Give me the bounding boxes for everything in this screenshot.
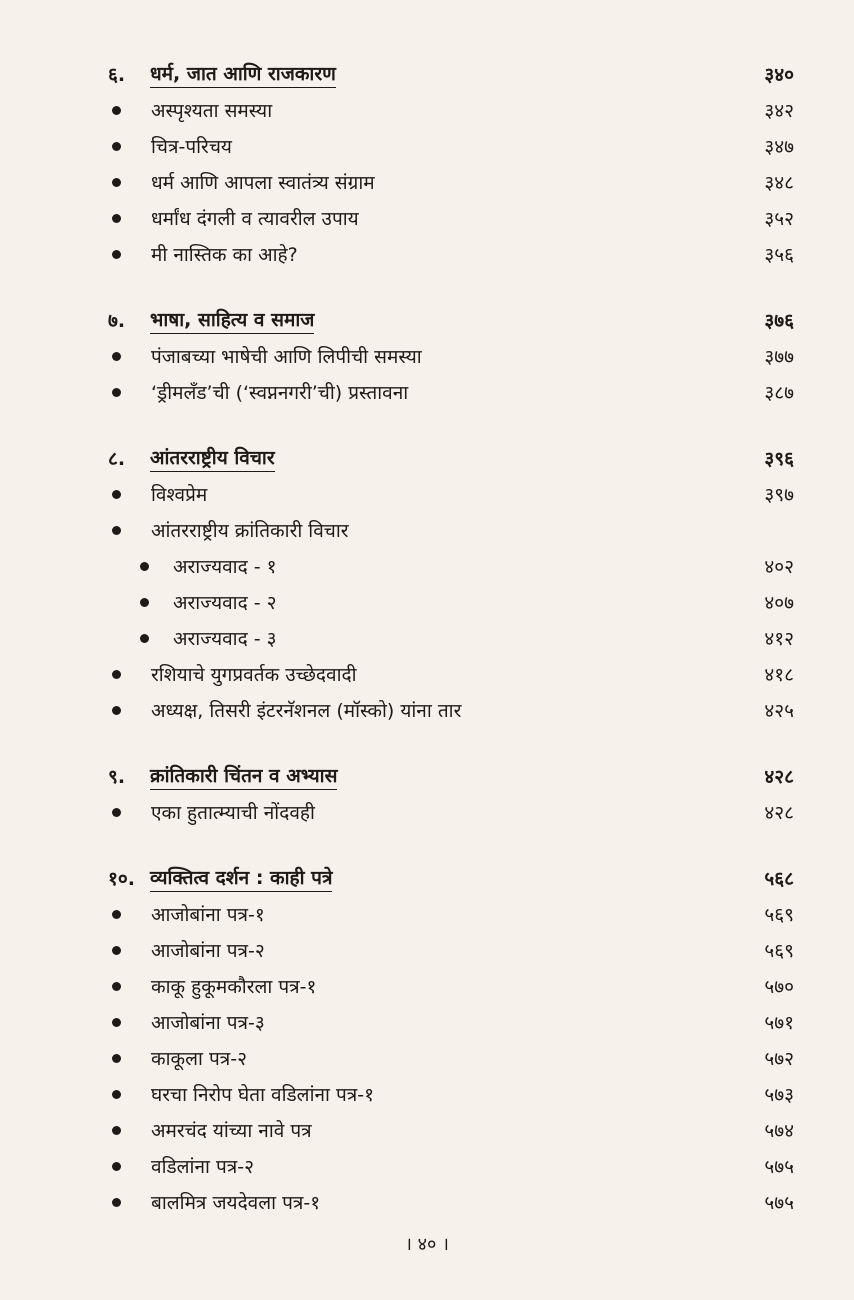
item-page-number: ५६९ — [764, 904, 794, 926]
item-label: अराज्यवाद - २ — [173, 592, 277, 614]
list-item — [108, 932, 794, 968]
list-item — [108, 476, 794, 512]
section-heading — [108, 440, 794, 476]
item-label: अमरचंद यांच्या नावे पत्र — [151, 1120, 312, 1142]
section-heading — [108, 860, 794, 896]
bullet-icon — [112, 1054, 121, 1063]
bullet-icon — [140, 634, 149, 643]
list-item — [108, 656, 794, 692]
section-title: भाषा, साहित्य व समाज — [150, 306, 314, 334]
page-footer-number: । ४० । — [405, 1234, 449, 1255]
item-label: काकूला पत्र-२ — [151, 1048, 247, 1070]
list-item — [108, 1148, 794, 1184]
list-item — [108, 692, 794, 728]
item-label: अराज्यवाद - ३ — [173, 628, 277, 650]
section-page-number: ३९६ — [764, 448, 794, 470]
item-label: एका हुतात्म्याची नोंदवही — [151, 802, 315, 824]
bullet-icon — [112, 388, 121, 397]
item-label: काकू हुकूमकौरला पत्र-१ — [151, 976, 317, 998]
item-label: बालमित्र जयदेवला पत्र-१ — [151, 1192, 321, 1214]
item-page-number: ३५६ — [764, 244, 794, 266]
item-label: धर्म आणि आपला स्वातंत्र्य संग्राम — [151, 172, 375, 194]
bullet-icon — [112, 1126, 121, 1135]
table-of-contents — [108, 56, 794, 1250]
list-item — [108, 1184, 794, 1220]
item-label: मी नास्तिक का आहे? — [151, 244, 298, 266]
item-label: पंजाबच्या भाषेची आणि लिपीची समस्या — [151, 346, 422, 368]
section-number: ६. — [108, 64, 126, 86]
list-item — [108, 1040, 794, 1076]
list-item — [108, 794, 794, 830]
section-number: ७. — [108, 310, 126, 332]
section-10 — [108, 860, 794, 1220]
bullet-icon — [112, 808, 121, 817]
item-label: चित्र-परिचय — [151, 136, 232, 158]
section-title: क्रांतिकारी चिंतन व अभ्यास — [150, 762, 337, 790]
bullet-icon — [112, 982, 121, 991]
list-item — [108, 128, 794, 164]
section-9 — [108, 758, 794, 830]
bullet-icon — [112, 106, 121, 115]
section-title: व्यक्तित्व दर्शन : काही पत्रे — [150, 864, 332, 892]
item-page-number: ३९७ — [764, 484, 794, 506]
item-label: आजोबांना पत्र-३ — [151, 1012, 265, 1034]
item-page-number: ४१२ — [764, 628, 794, 650]
item-page-number: ४२८ — [764, 802, 794, 824]
item-label: वडिलांना पत्र-२ — [151, 1156, 254, 1178]
list-item — [108, 620, 794, 656]
item-label: घरचा निरोप घेता वडिलांना पत्र-१ — [151, 1084, 375, 1106]
section-number: ९. — [108, 766, 126, 788]
section-8 — [108, 440, 794, 728]
list-item — [108, 374, 794, 410]
item-label: विश्वप्रेम — [151, 484, 208, 506]
bullet-icon — [140, 562, 149, 571]
list-item — [108, 338, 794, 374]
item-page-number: ५७० — [764, 976, 794, 998]
list-item — [108, 548, 794, 584]
item-page-number: ५७१ — [764, 1012, 794, 1034]
item-page-number: ३४७ — [764, 136, 794, 158]
item-label: अस्पृश्यता समस्या — [151, 100, 273, 122]
list-item — [108, 164, 794, 200]
item-page-number: ५७३ — [764, 1084, 794, 1106]
item-page-number: ५७२ — [764, 1048, 794, 1070]
list-item — [108, 1076, 794, 1112]
item-label: आजोबांना पत्र-१ — [151, 904, 265, 926]
bullet-icon — [112, 946, 121, 955]
list-item — [108, 968, 794, 1004]
section-page-number: ५६८ — [764, 868, 794, 890]
list-item — [108, 584, 794, 620]
item-label: रशियाचे युगप्रवर्तक उच्छेदवादी — [151, 664, 357, 686]
section-number: ८. — [108, 448, 126, 470]
bullet-icon — [112, 490, 121, 499]
bullet-icon — [112, 250, 121, 259]
bullet-icon — [140, 598, 149, 607]
item-page-number: ३५२ — [764, 208, 794, 230]
item-page-number: ५७४ — [764, 1120, 794, 1142]
item-page-number: ४०७ — [764, 592, 794, 614]
section-7 — [108, 302, 794, 410]
item-page-number: ५७५ — [764, 1192, 794, 1214]
section-page-number: ४२८ — [764, 766, 794, 788]
bullet-icon — [112, 352, 121, 361]
bullet-icon — [112, 178, 121, 187]
section-title: धर्म, जात आणि राजकारण — [150, 60, 336, 88]
section-title: आंतरराष्ट्रीय विचार — [150, 444, 275, 472]
bullet-icon — [112, 1018, 121, 1027]
section-heading — [108, 302, 794, 338]
section-page-number: ३४० — [764, 64, 794, 86]
item-label: आंतरराष्ट्रीय क्रांतिकारी विचार — [151, 520, 349, 542]
list-item — [108, 1112, 794, 1148]
item-page-number: ३८७ — [764, 382, 794, 404]
item-label: आजोबांना पत्र-२ — [151, 940, 265, 962]
list-item — [108, 200, 794, 236]
item-page-number: ३४८ — [764, 172, 794, 194]
item-label: ‘ड्रीमलँड’ची (‘स्वप्ननगरी’ची) प्रस्तावना — [151, 382, 409, 404]
item-page-number: ५६९ — [764, 940, 794, 962]
list-item — [108, 1004, 794, 1040]
item-label: धर्मांध दंगली व त्यावरील उपाय — [151, 208, 359, 230]
bullet-icon — [112, 1198, 121, 1207]
item-label: अराज्यवाद - १ — [173, 556, 277, 578]
bullet-icon — [112, 1090, 121, 1099]
bullet-icon — [112, 526, 121, 535]
item-page-number: ३४२ — [764, 100, 794, 122]
item-page-number: ३७७ — [764, 346, 794, 368]
list-item — [108, 236, 794, 272]
item-label: अध्यक्ष, तिसरी इंटरनॅशनल (मॉस्को) यांना तार — [151, 700, 462, 722]
list-item — [108, 92, 794, 128]
section-page-number: ३७६ — [764, 310, 794, 332]
item-page-number: ४१८ — [764, 664, 794, 686]
bullet-icon — [112, 1162, 121, 1171]
list-item — [108, 896, 794, 932]
item-page-number: ५७५ — [764, 1156, 794, 1178]
bullet-icon — [112, 670, 121, 679]
bullet-icon — [112, 214, 121, 223]
list-item — [108, 512, 794, 548]
bullet-icon — [112, 142, 121, 151]
section-heading — [108, 758, 794, 794]
section-6 — [108, 56, 794, 272]
bullet-icon — [112, 910, 121, 919]
item-page-number: ४०२ — [764, 556, 794, 578]
section-number: १०. — [108, 868, 135, 890]
section-heading — [108, 56, 794, 92]
bullet-icon — [112, 706, 121, 715]
item-page-number: ४२५ — [764, 700, 794, 722]
